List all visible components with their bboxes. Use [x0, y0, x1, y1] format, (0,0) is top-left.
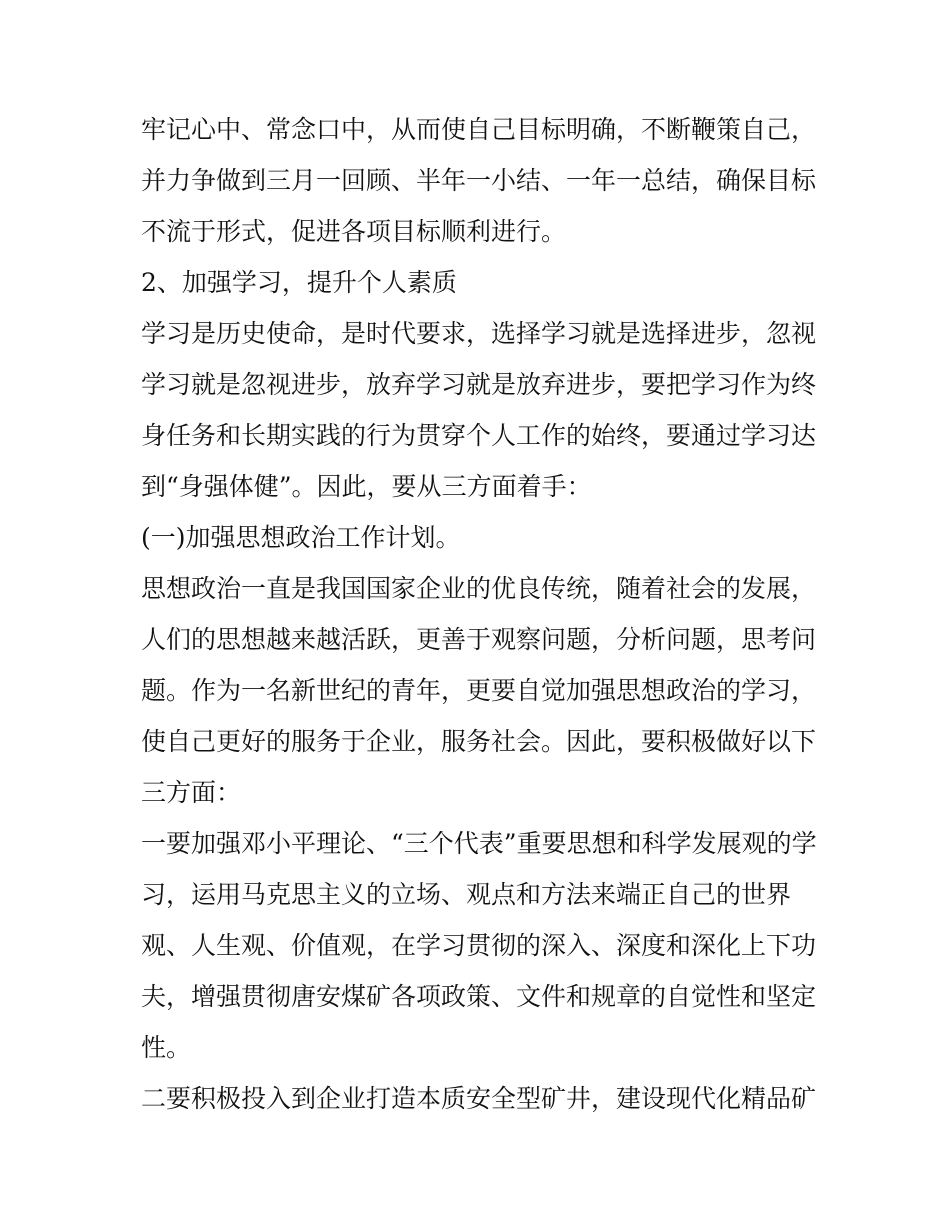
text-line: 二要积极投入到企业打造本质安全型矿井，建设现代化精品矿 — [141, 1084, 817, 1113]
text-line: 三方面： — [141, 778, 242, 807]
text-line: 一要加强邓小平理论、“三个代表”重要思想和科学发展观的学 — [141, 829, 817, 858]
subsection-heading: (一)加强思想政治工作计划。 — [141, 523, 461, 552]
text-line: 不流于形式，促进各项目标顺利进行。 — [141, 217, 567, 246]
text-line: 到“身强体健”。因此，要从三方面着手： — [141, 472, 592, 501]
text-line: 题。作为一名新世纪的青年，更要自觉加强思想政治的学习， — [141, 676, 817, 705]
section-heading: 2、加强学习，提升个人素质 — [141, 268, 457, 297]
text-line: 习，运用马克思主义的立场、观点和方法来端正自己的世界 — [141, 880, 792, 909]
text-line: 思想政治一直是我国国家企业的优良传统，随着社会的发展， — [141, 574, 817, 603]
text-line: 夫，增强贯彻唐安煤矿各项政策、文件和规章的自觉性和坚定 — [141, 982, 817, 1011]
text-line: 学习就是忽视进步，放弃学习就是放弃进步，要把学习作为终 — [141, 370, 817, 399]
text-line: 身任务和长期实践的行为贯穿个人工作的始终，要通过学习达 — [141, 421, 817, 450]
text-line: 人们的思想越来越活跃，更善于观察问题，分析问题，思考问 — [141, 625, 817, 654]
text-line: 使自己更好的服务于企业，服务社会。因此，要积极做好以下 — [141, 727, 817, 756]
text-line: 牢记心中、常念口中，从而使自己目标明确，不断鞭策自己， — [141, 115, 817, 144]
text-line: 并力争做到三月一回顾、半年一小结、一年一总结，确保目标 — [141, 166, 817, 195]
text-line: 性。 — [141, 1033, 192, 1062]
text-line: 学习是历史使命，是时代要求，选择学习就是选择进步，忽视 — [141, 319, 817, 348]
text-line: 观、人生观、价值观，在学习贯彻的深入、深度和深化上下功 — [141, 931, 817, 960]
